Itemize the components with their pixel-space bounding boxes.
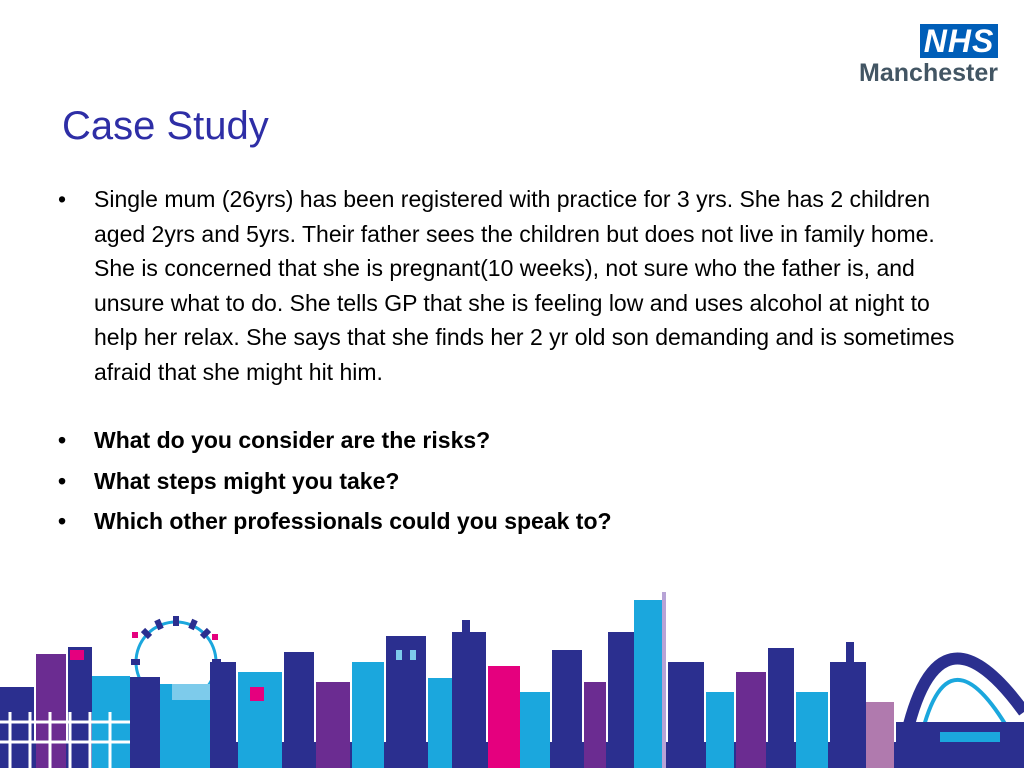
nhs-logo-org: Manchester bbox=[859, 59, 998, 87]
city-skyline-illustration bbox=[0, 592, 1024, 768]
nhs-logo-mark: NHS bbox=[920, 24, 998, 58]
case-description: • Single mum (26yrs) has been registered with practice for 3 yrs. She has 2 children aged 2yrs and 5yrs. Their father sees the children but does not live in family home. She is concerned that she is pregnant(10 weeks), not sure who the father is, and unsure what to do. She tells GP that she is feeling low and uses alcohol at night to help her relax. She says that she finds her 2 yr old son demanding and is sometimes afraid that she might hit him. bbox=[58, 182, 958, 389]
question-professionals: • Which other professionals could you speak to? bbox=[58, 504, 958, 539]
nhs-manchester-logo bbox=[848, 24, 998, 88]
bullet-list bbox=[58, 182, 958, 545]
slide-title: Case Study bbox=[62, 104, 269, 148]
question-steps: • What steps might you take? bbox=[58, 464, 958, 499]
question-risks: • What do you consider are the risks? bbox=[58, 423, 958, 458]
